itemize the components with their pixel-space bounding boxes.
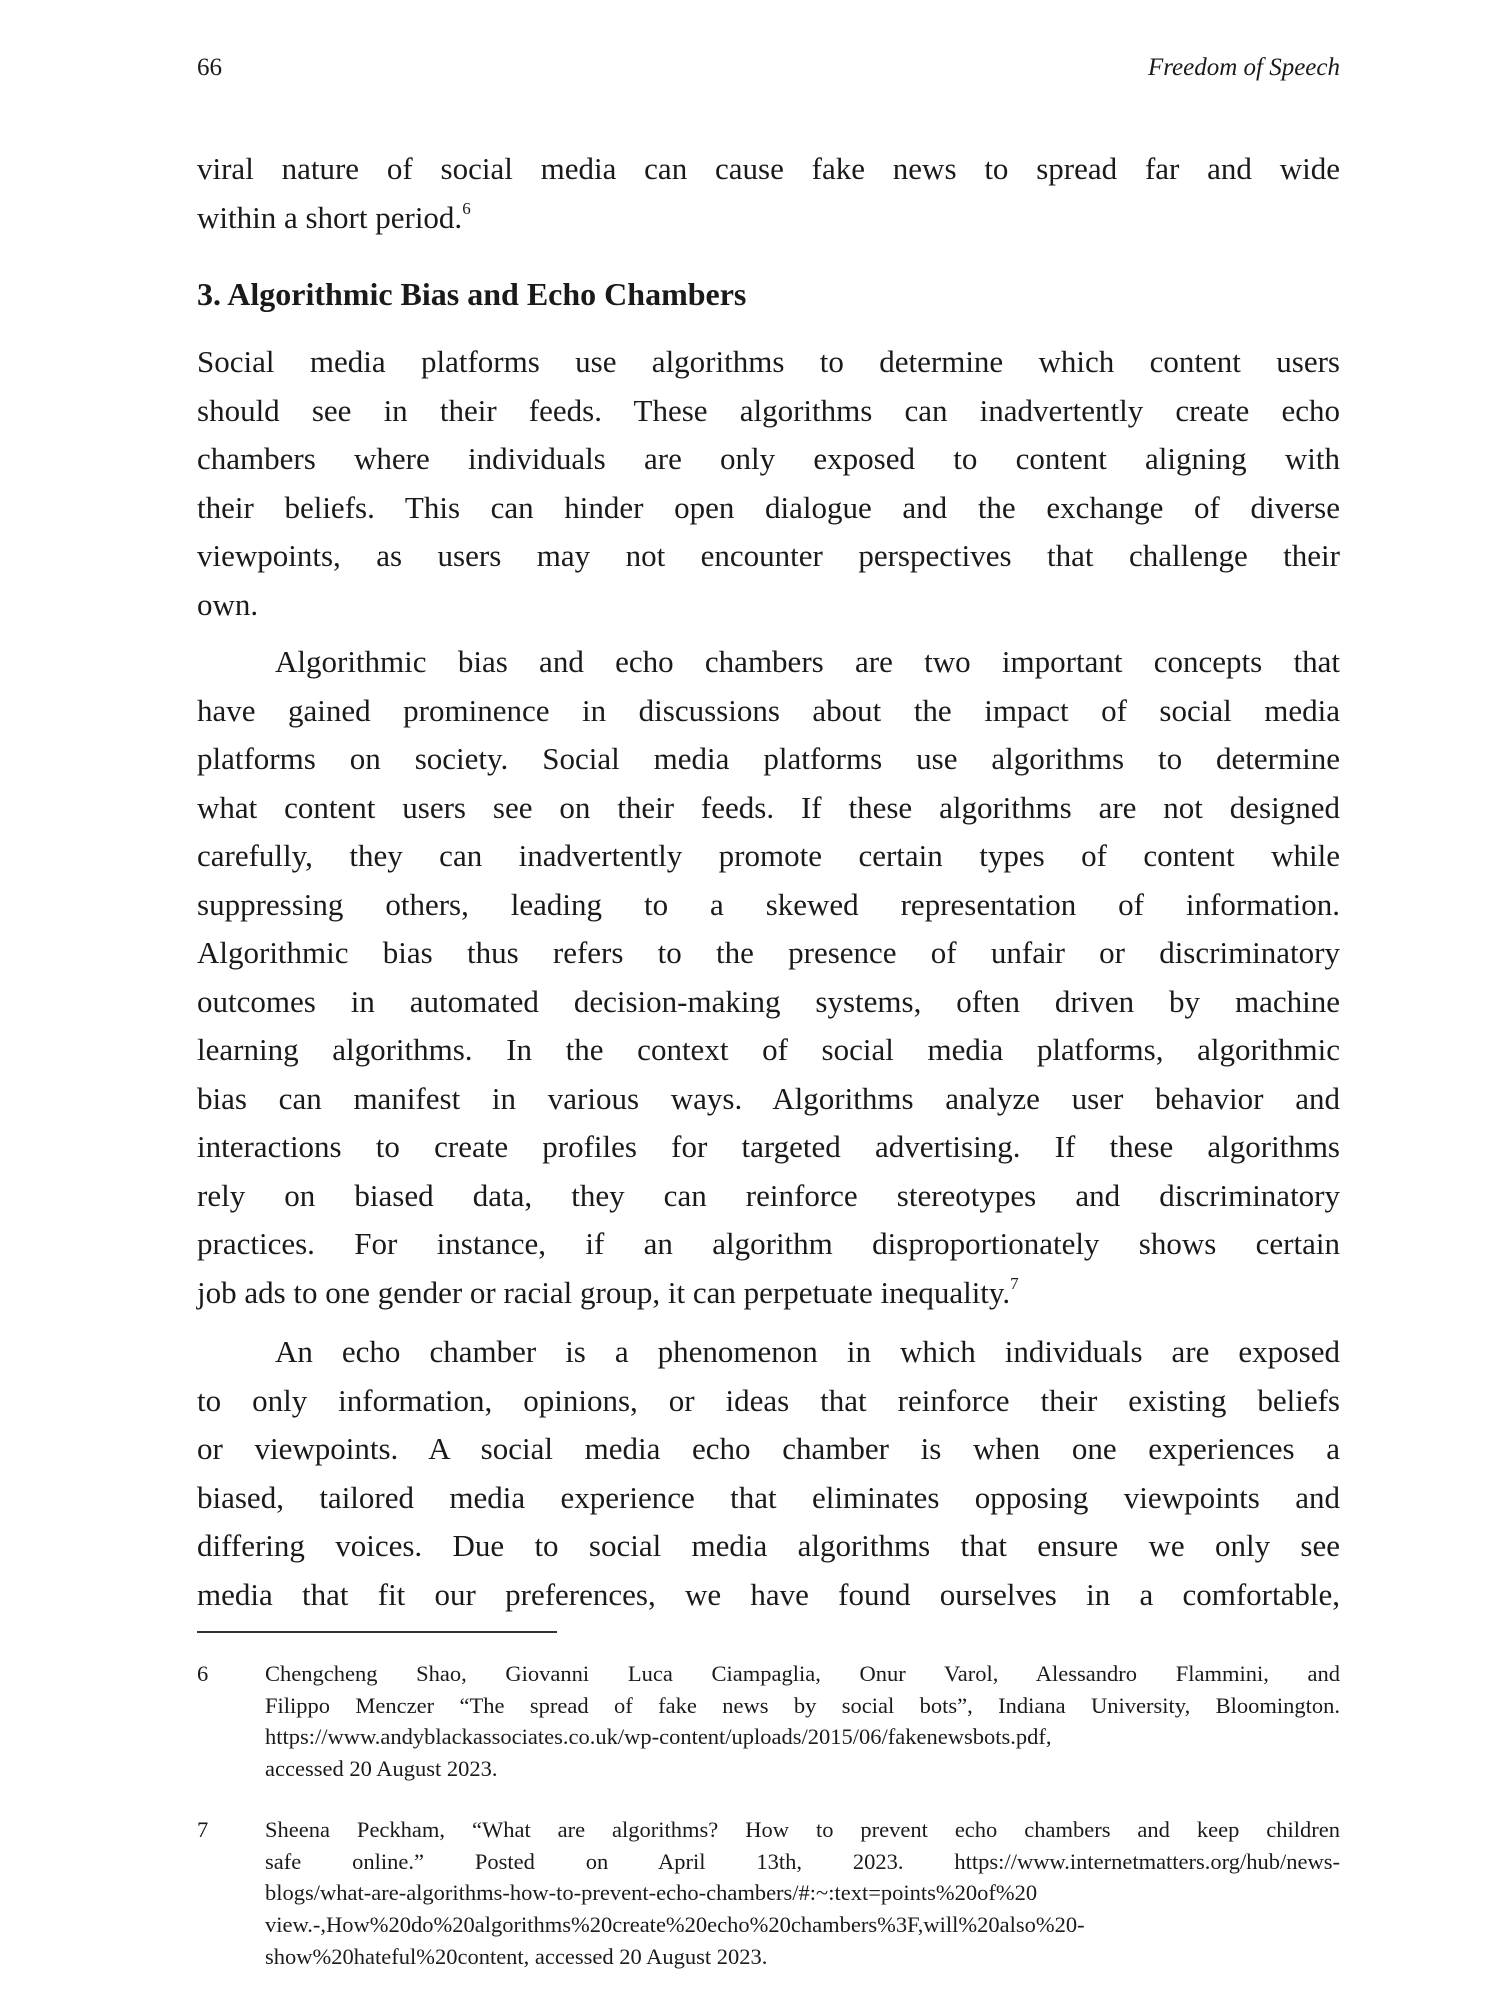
text-line: rely on biased data, they can reinforce stereotypes and discriminatory [197,1177,1340,1213]
footnote-line: view.-,How%20do%20algorithms%20create%20echo%20chambers%3F,will%20also%20- [265,1912,1085,1938]
text-line: within a short period.$^6$ [197,198,471,235]
footnote-ref-6[interactable]: 6 [462,198,471,218]
footnote-text [265,1814,1340,1972]
page-number: 66 [197,54,222,81]
footnote-line: accessed 20 August 2023. [265,1756,498,1782]
text-line: Algorithmic bias and echo chambers are two important concepts that [275,644,1340,679]
footnote-line[interactable]: safe online.” Posted on April 13th, 2023. https://www.internetmatters.org/hub/news- [265,1848,1340,1874]
footnote-line: Sheena Peckham, “What are algorithms? How to prevent echo chambers and keep children [265,1817,1340,1842]
text-line: An echo chamber is a phenomenon in which individuals are exposed [275,1334,1340,1369]
continuation-paragraph [197,145,1340,242]
text-line [197,1269,1340,1318]
text-line: chambers where individuals are only exposed to content aligning with [197,441,1340,476]
footnote-text [265,1658,1340,1785]
text-line: to only information, opinions, or ideas that reinforce their existing beliefs [197,1382,1340,1418]
text-line: or viewpoints. A social media echo chamber is when one experiences a [197,1431,1340,1466]
text-line: viral nature of social media can cause fake news to spread far and wide [197,151,1340,186]
paragraph-3 [197,1328,1340,1619]
text-line: Social media platforms use algorithms to determine which content users [197,344,1340,379]
footnote-7 [197,1814,1340,1972]
footnote-number: 7 [197,1817,209,1842]
text-line: should see in their feeds. These algorithms can inadvertently create echo [197,392,1340,428]
footnote-6 [197,1658,1340,1785]
paragraph-1 [197,338,1340,629]
paragraph-2 [197,638,1340,1317]
text-line: viewpoints, as users may not encounter perspectives that challenge their [197,538,1340,573]
text-line: own. [197,586,259,622]
footnote-divider [197,1631,557,1633]
footnote-line: Filippo Menczer “The spread of fake news by social bots”, Indiana University, Bloomington. [265,1692,1340,1718]
text-line: outcomes in automated decision-making systems, often driven by machine [197,983,1340,1019]
text-line: learning algorithms. In the context of social media platforms, algorithmic [197,1032,1340,1067]
running-title: Freedom of Speech [1147,54,1340,81]
footnote-number: 6 [197,1661,209,1686]
footnote-line: blogs/what-are-algorithms-how-to-prevent-echo-chambers/#:~:text=points%20of%20 [265,1880,1038,1906]
text-line: interactions to create profiles for targeted advertising. If these algorithms [197,1129,1340,1164]
text-line: suppressing others, leading to a skewed representation of information. [197,886,1340,922]
text-line: bias can manifest in various ways. Algorithms analyze user behavior and [197,1080,1340,1116]
text-line: platforms on society. Social media platforms use algorithms to determine [197,741,1340,776]
text-line: media that fit our preferences, we have found ourselves in a comfortable, [197,1576,1340,1612]
footnote-line[interactable]: https://www.andyblackassociates.co.uk/wp-content/uploads/2015/06/fakenewsbots.pdf, [265,1724,1052,1750]
footnote-line: show%20hateful%20content, accessed 20 August 2023. [265,1943,768,1969]
text-line: have gained prominence in discussions about the impact of social media [197,692,1340,728]
text-line: practices. For instance, if an algorithm disproportionately shows certain [197,1226,1340,1261]
footnote-ref-7[interactable]: 7 [1010,1273,1019,1293]
text-line: differing voices. Due to social media algorithms that ensure we only see [197,1528,1340,1563]
text-line: biased, tailored media experience that eliminates opposing viewpoints and [197,1479,1340,1515]
text-line: what content users see on their feeds. If these algorithms are not designed [197,789,1340,825]
section-heading: 3. Algorithmic Bias and Echo Chambers [197,276,747,312]
text-line-content: job ads to one gender or racial group, it can perpetuate inequality. [197,1274,1011,1310]
text-line: carefully, they can inadvertently promote certain types of content while [197,838,1340,873]
text-line: their beliefs. This can hinder open dialogue and the exchange of diverse [197,489,1340,525]
text-line: Algorithmic bias thus refers to the presence of unfair or discriminatory [197,935,1340,970]
footnote-line: Chengcheng Shao, Giovanni Luca Ciampaglia, Onur Varol, Alessandro Flammini, and [265,1661,1340,1686]
